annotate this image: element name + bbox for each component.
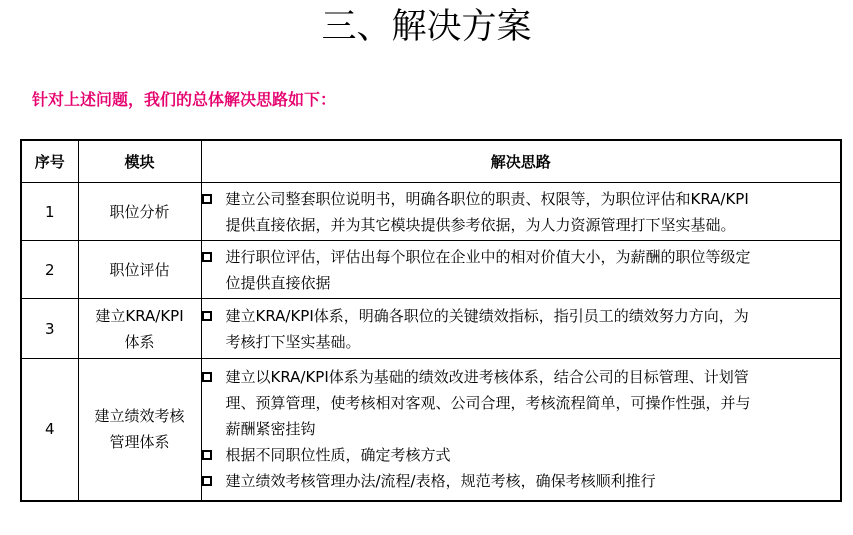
row-module [78, 183, 201, 241]
solution-text: 根据不同职位性质，确定考核方式 [225, 446, 451, 465]
row-number: 2 [21, 241, 78, 299]
solution-item [202, 244, 841, 296]
checkbox-bullet-icon [202, 372, 212, 382]
table-row [21, 183, 841, 241]
page-title: 三、解决方案 [321, 7, 532, 47]
row-solution [201, 183, 841, 241]
solution-item [202, 468, 841, 494]
checkbox-bullet-icon [202, 194, 212, 204]
module-label: 建立KRA/KPI 体系 [95, 306, 184, 351]
table-row [21, 299, 841, 359]
header-solution: 解决思路 [201, 140, 841, 183]
checkbox-bullet-icon [202, 450, 212, 460]
checkbox-bullet-icon [202, 476, 212, 486]
module-label: 职位分析 [109, 202, 170, 221]
section-intro: 针对上述问题，我们的总体解决思路如下： [32, 90, 337, 109]
row-module [78, 299, 201, 359]
solution-text: 进行职位评估，评估出每个职位在企业中的相对价值大小，为薪酬的职位等级定 位提供直接依据 [225, 247, 751, 292]
solution-table [20, 139, 842, 502]
solution-item [202, 303, 841, 355]
module-label: 建立绩效考核 管理体系 [94, 407, 185, 452]
row-number: 1 [21, 183, 78, 241]
header-module: 模块 [78, 140, 201, 183]
solution-item [202, 364, 841, 442]
module-label: 职位评估 [109, 260, 170, 279]
table-row [21, 241, 841, 299]
checkbox-bullet-icon [202, 252, 212, 262]
solution-item [202, 186, 841, 238]
row-module [78, 359, 201, 501]
row-number: 3 [21, 299, 78, 359]
table-header-row [21, 140, 841, 183]
solution-text: 建立公司整套职位说明书，明确各职位的职责、权限等，为职位评估和KRA/KPI 提供直接依据，并为其它模块提供参考依据，为人力资源管理打下坚实基础。 [225, 189, 749, 234]
solution-text: 建立KRA/KPI体系，明确各职位的关键绩效指标，指引员工的绩效努力方向，为 考核打下坚实基础。 [225, 306, 749, 351]
row-solution [201, 359, 841, 501]
solution-text: 建立绩效考核管理办法/流程/表格，规范考核，确保考核顺利推行 [225, 472, 656, 491]
row-solution [201, 241, 841, 299]
row-module [78, 241, 201, 299]
header-number: 序号 [21, 140, 78, 183]
row-solution [201, 299, 841, 359]
table-row [21, 359, 841, 501]
row-number: 4 [21, 359, 78, 501]
solution-item [202, 442, 841, 468]
checkbox-bullet-icon [202, 311, 212, 321]
solution-text: 建立以KRA/KPI体系为基础的绩效改进考核体系，结合公司的目标管理、计划管 理、预算管理，使考核相对客观、公司合理，考核流程简单，可操作性强，并与 薪酬紧密挂钩 [225, 368, 751, 439]
